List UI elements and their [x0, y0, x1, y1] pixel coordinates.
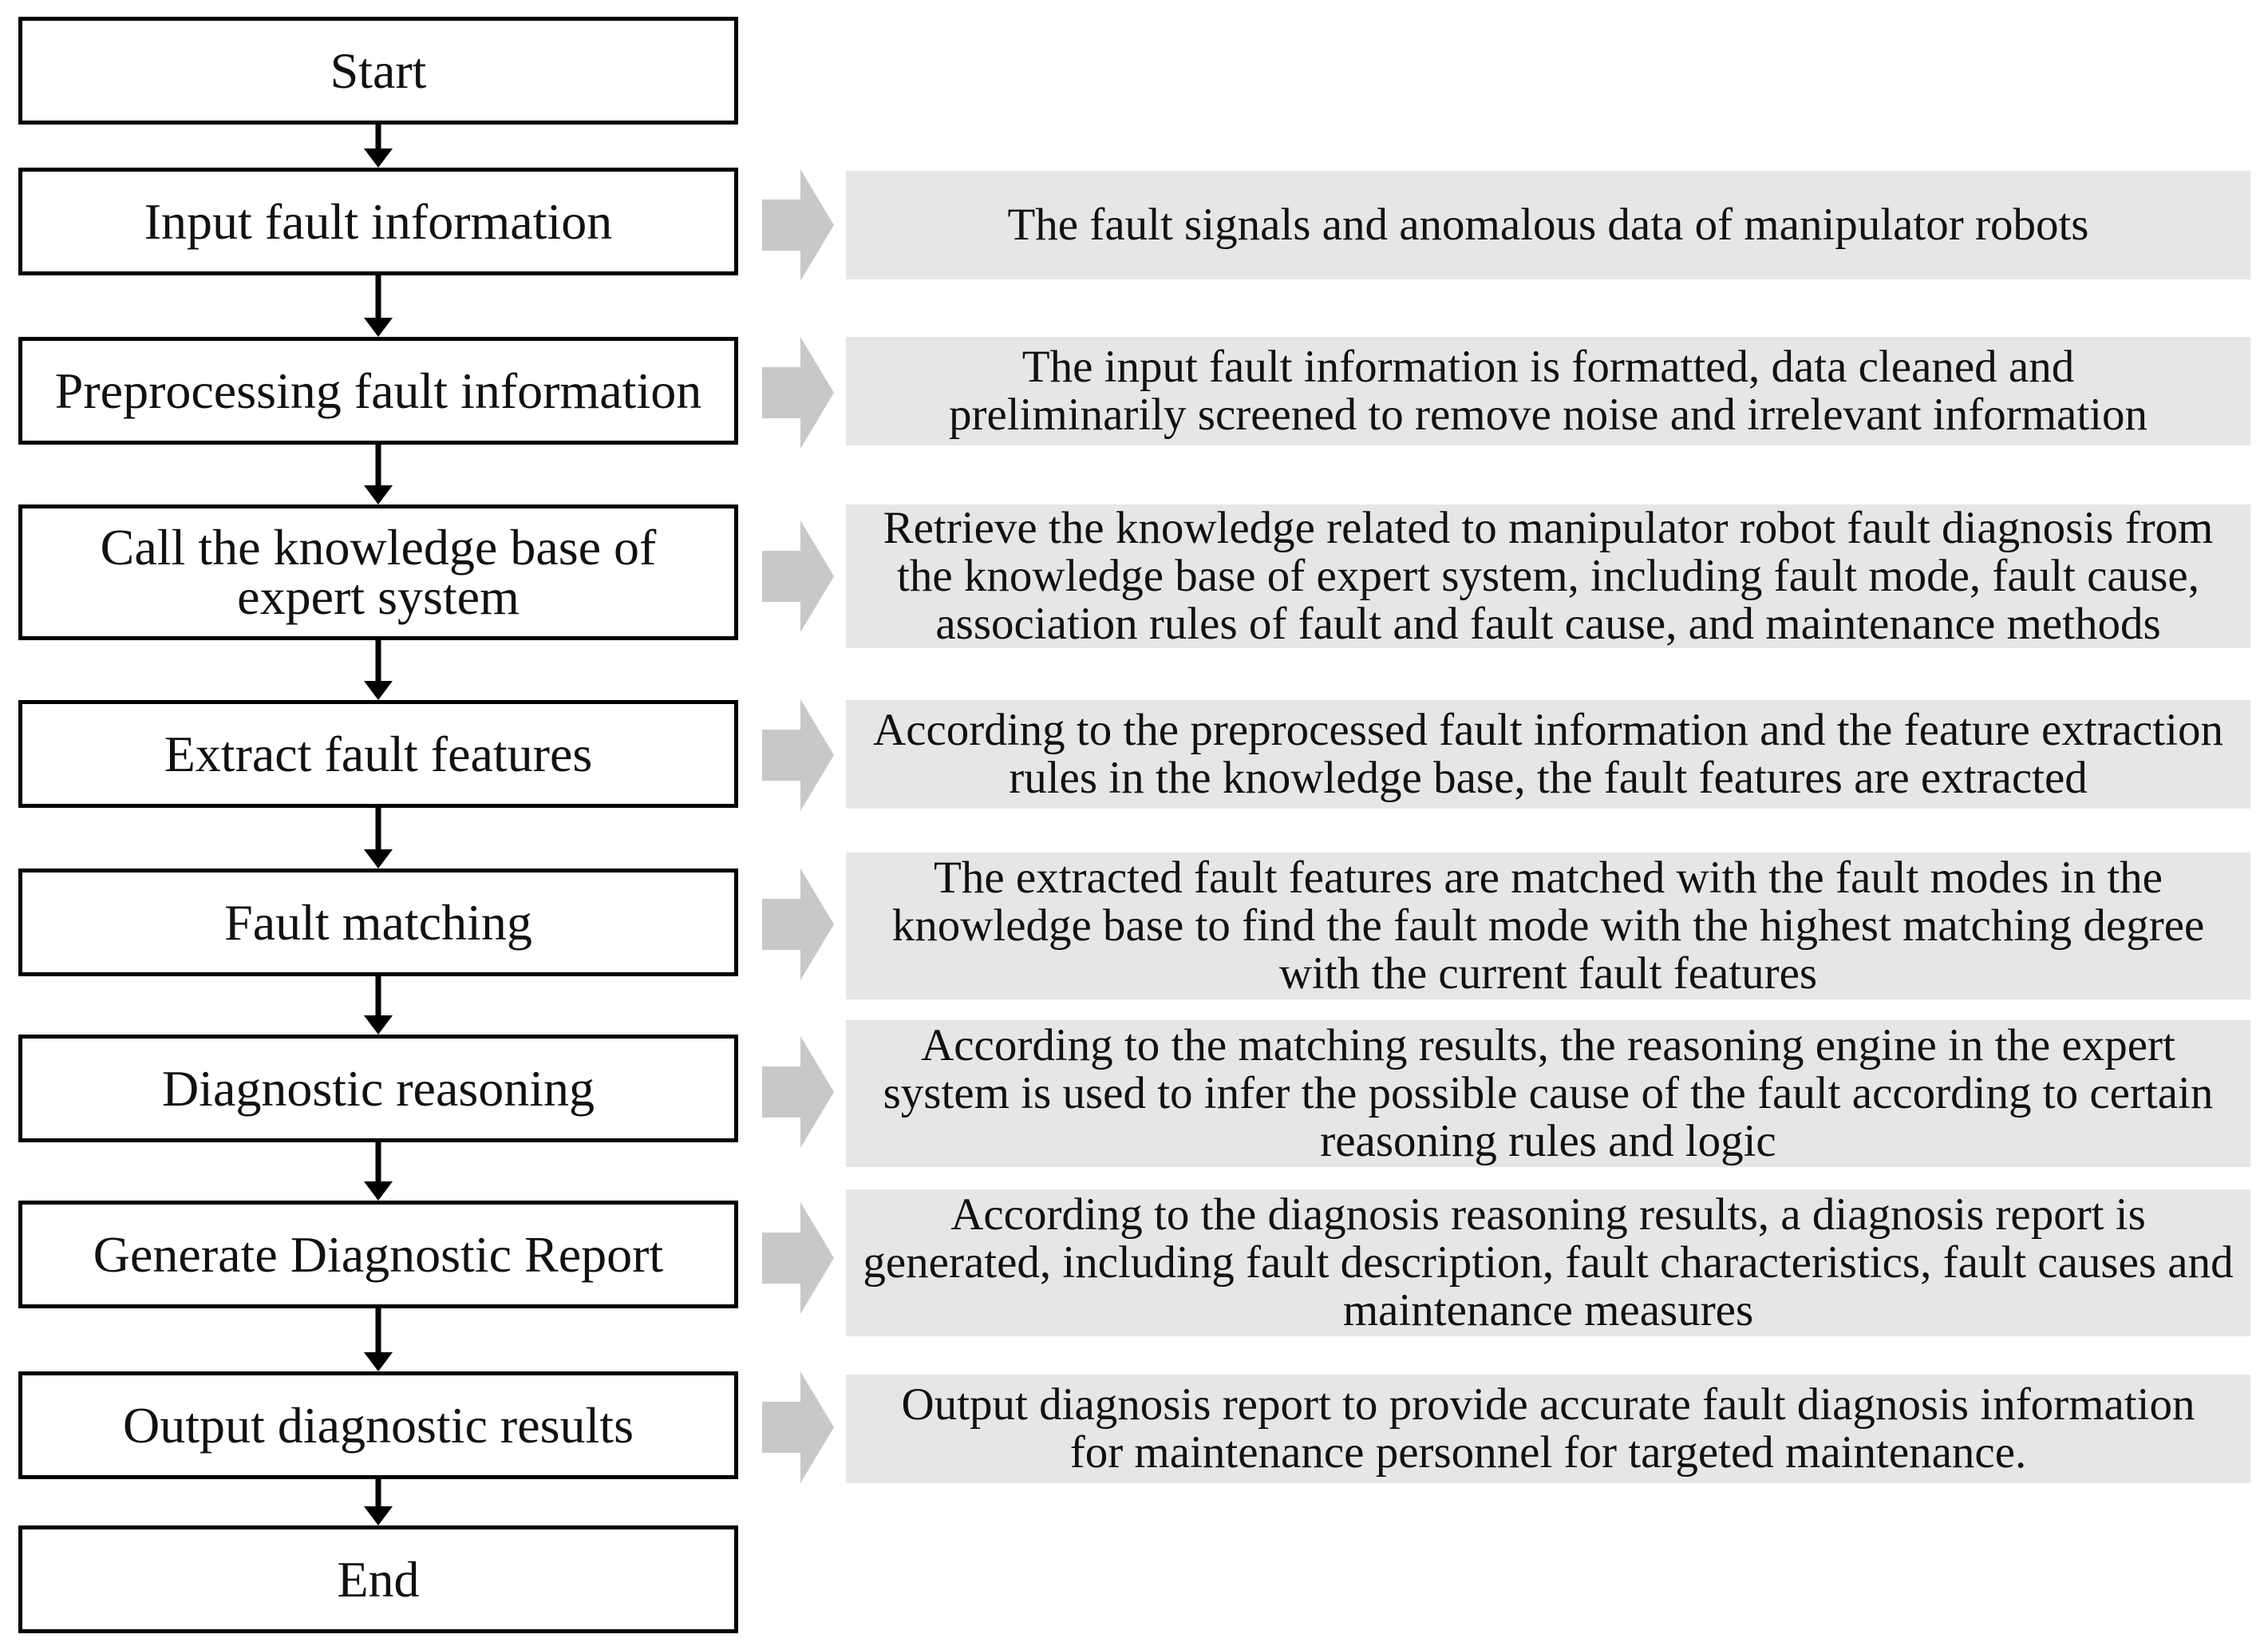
side-arrow-8: [762, 1371, 834, 1483]
flow-arrows: [364, 125, 393, 1525]
side-arrows: [762, 169, 834, 1483]
step-label: Generate Diagnostic Report: [93, 1225, 664, 1283]
flow-arrowhead-8: [364, 1352, 393, 1371]
step-box-call-knowledge-base: [18, 504, 738, 640]
description-text: According to the diagnosis reasoning results, a diagnosis report is generated, including fault description, fault characteristics, fault causes and maintenance measures: [863, 1189, 2234, 1335]
flow-arrowhead-5: [364, 849, 393, 869]
step-label: Fault matching: [224, 893, 532, 951]
flow-arrowhead-6: [364, 1015, 393, 1035]
step-label: Preprocessing fault information: [54, 362, 702, 419]
start-box: [18, 17, 738, 125]
description-output-diagnostic-results: [846, 1375, 2250, 1483]
description-preprocessing-fault-information: [846, 337, 2250, 445]
description-input-fault-information: [846, 171, 2250, 279]
description-text: The fault signals and anomalous data of manipulator robots: [1007, 200, 2089, 250]
description-call-knowledge-base: [846, 504, 2250, 648]
step-box-input-fault-information: [18, 168, 738, 275]
step-box-fault-matching: [18, 869, 738, 976]
flow-arrowhead-1: [364, 148, 393, 168]
flow-arrowhead-4: [364, 681, 393, 700]
end-label: End: [337, 1550, 420, 1608]
side-arrow-1: [762, 169, 834, 281]
flow-arrowhead-3: [364, 485, 393, 504]
start-label: Start: [330, 42, 427, 99]
description-text: According to the preprocessed fault information and the feature extraction rules in the knowledge base, the fault features are extracted: [873, 705, 2223, 803]
step-box-output-diagnostic-results: [18, 1371, 738, 1479]
step-label: Input fault information: [144, 192, 613, 250]
flow-arrowhead-9: [364, 1506, 393, 1525]
description-text: The input fault information is formatted, data cleaned and preliminarily screened to remove noise and irrelevant information: [948, 342, 2148, 440]
description-text: The extracted fault features are matched with the fault modes in the knowledge base to find the fault mode with the highest matching degree with the current fault features: [891, 853, 2205, 999]
end-box: [18, 1525, 738, 1633]
step-box-extract-fault-features: [18, 700, 738, 808]
step-box-generate-diagnostic-report: [18, 1201, 738, 1308]
description-text: Output diagnosis report to provide accurate fault diagnosis information for maintenance personnel for targeted maintenance.: [901, 1379, 2195, 1478]
step-label: Call the knowledge base of expert system: [100, 519, 657, 625]
description-diagnostic-reasoning: [846, 1020, 2250, 1167]
side-arrow-6: [762, 1036, 834, 1148]
step-box-diagnostic-reasoning: [18, 1035, 738, 1142]
side-arrow-2: [762, 337, 834, 449]
description-text: According to the matching results, the reasoning engine in the expert system is used to infer the possible cause of the fault according to certain reasoning rules and logic: [883, 1020, 2214, 1166]
description-extract-fault-features: [846, 700, 2250, 809]
step-box-preprocessing-fault-information: [18, 337, 738, 445]
flow-arrowhead-7: [364, 1181, 393, 1201]
step-label: Diagnostic reasoning: [161, 1059, 595, 1117]
description-generate-diagnostic-report: [846, 1189, 2250, 1336]
description-fault-matching: [846, 853, 2250, 999]
step-label: Extract fault features: [164, 725, 593, 782]
flow-arrowhead-2: [364, 318, 393, 337]
side-arrow-3: [762, 520, 834, 632]
side-arrow-5: [762, 869, 834, 980]
side-arrow-4: [762, 699, 834, 811]
side-arrow-7: [762, 1202, 834, 1314]
step-label: Output diagnostic results: [123, 1396, 634, 1454]
description-text: Retrieve the knowledge related to manipulator robot fault diagnosis from the knowledge base of expert system, including fault mode, fault cause, association rules of fault and fault cause, and maintenance methods: [883, 503, 2214, 649]
